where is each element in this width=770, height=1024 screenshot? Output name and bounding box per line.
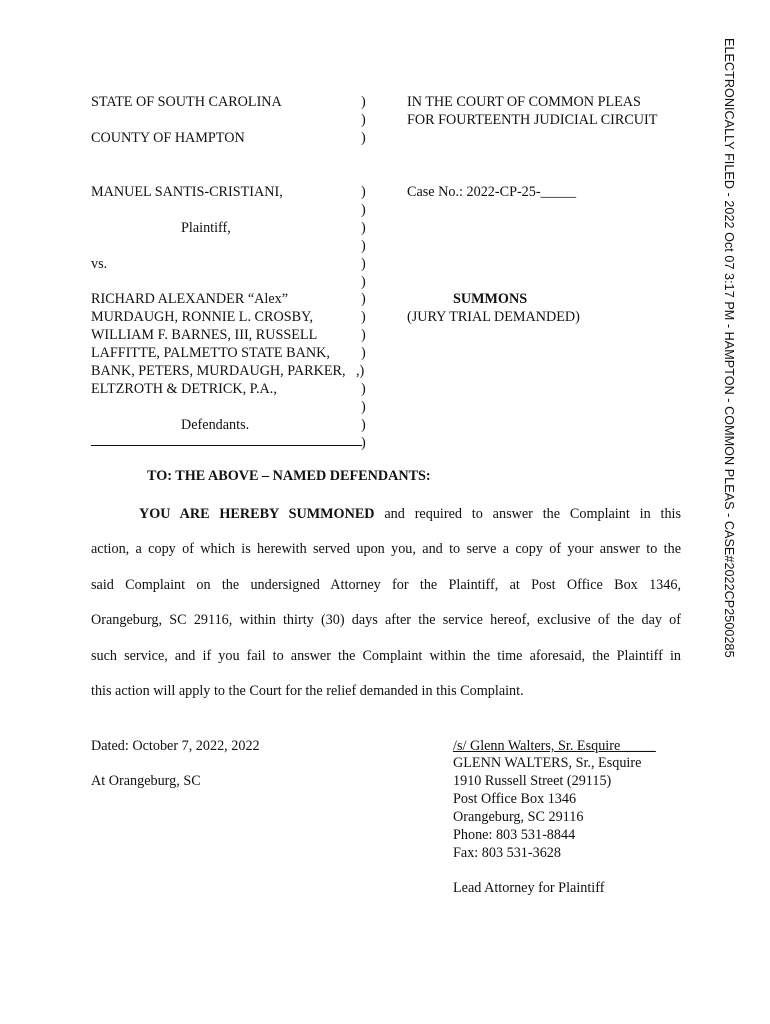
attorney-city: Orangeburg, SC 29116: [453, 809, 584, 825]
caption-paren: ): [361, 345, 366, 361]
caption-paren: ): [361, 327, 366, 343]
plaintiff-name: MANUEL SANTIS-CRISTIANI,: [91, 184, 283, 200]
caption-underline: [91, 445, 362, 446]
attorney-street: 1910 Russell Street (29115): [453, 773, 612, 789]
summons-text: and required to answer the Complaint in this: [374, 506, 682, 522]
addressee-line: TO: THE ABOVE – NAMED DEFENDANTS:: [147, 468, 431, 484]
summons-paragraph-line: action, a copy of which is herewith served upon you, and to serve a copy of your answer to the: [91, 541, 681, 557]
summons-paragraph-line: said Complaint on the undersigned Attorney for the Plaintiff, at Post Office Box 1346,: [91, 577, 681, 593]
defendant-line: WILLIAM F. BARNES, III, RUSSELL: [91, 327, 318, 343]
state-name: STATE OF SOUTH CAROLINA: [91, 94, 282, 110]
plaintiff-role: Plaintiff,: [181, 220, 231, 236]
caption-paren: ): [361, 238, 366, 254]
defendant-line: ELTZROTH & DETRICK, P.A.,: [91, 381, 277, 397]
court-name-line1: IN THE COURT OF COMMON PLEAS: [407, 94, 641, 110]
place-line: At Orangeburg, SC: [91, 773, 201, 789]
signature-line: /s/ Glenn Walters, Sr. Esquire_____: [453, 738, 656, 754]
caption-paren: ): [361, 202, 366, 218]
caption-paren: ): [361, 130, 366, 146]
document-title: SUMMONS: [453, 291, 528, 307]
summons-paragraph-line: this action will apply to the Court for the relief demanded in this Complaint.: [91, 683, 524, 699]
caption-paren: ): [361, 274, 366, 290]
caption-paren: ): [361, 220, 366, 236]
attorney-role: Lead Attorney for Plaintiff: [453, 880, 605, 896]
dated-line: Dated: October 7, 2022, 2022: [91, 738, 260, 754]
defendant-line: MURDAUGH, RONNIE L. CROSBY,: [91, 309, 314, 325]
caption-paren: ): [361, 381, 366, 397]
caption-paren: ): [361, 435, 366, 451]
defendant-line: LAFFITTE, PALMETTO STATE BANK,: [91, 345, 330, 361]
attorney-fax: Fax: 803 531-3628: [453, 845, 561, 861]
caption-paren: ): [361, 309, 366, 325]
summons-lead: YOU ARE HEREBY SUMMONED: [139, 506, 375, 522]
caption-paren: ): [361, 399, 366, 415]
filing-stamp-text: ELECTRONICALLY FILED - 2022 Oct 07 3:17 PM - HAMPTON - COMMON PLEAS - CASE#2022CP2500285: [722, 38, 736, 658]
defendant-role: Defendants.: [181, 417, 250, 433]
caption-paren: ): [361, 256, 366, 272]
attorney-phone: Phone: 803 531-8844: [453, 827, 576, 843]
caption-paren: ): [361, 184, 366, 200]
jury-demand: (JURY TRIAL DEMANDED): [407, 309, 580, 325]
case-number: Case No.: 2022-CP-25-_____: [407, 184, 577, 200]
caption-paren: ): [361, 94, 366, 110]
summons-paragraph-line: [139, 505, 681, 523]
summons-paragraph-line: Orangeburg, SC 29116, within thirty (30) days after the service hereof, exclusive of the day of: [91, 612, 681, 628]
county-name: COUNTY OF HAMPTON: [91, 130, 245, 146]
caption-paren: ,): [356, 363, 365, 379]
summons-paragraph-line: such service, and if you fail to answer the Complaint within the time aforesaid, the Plaintiff in: [91, 648, 681, 664]
attorney-po-box: Post Office Box 1346: [453, 791, 577, 807]
caption-paren: ): [361, 291, 366, 307]
electronic-filing-stamp: [722, 38, 738, 678]
caption-paren: ): [361, 112, 366, 128]
attorney-name: GLENN WALTERS, Sr., Esquire: [453, 755, 642, 771]
court-name-line2: FOR FOURTEENTH JUDICIAL CIRCUIT: [407, 112, 658, 128]
caption-paren: ): [361, 417, 366, 433]
defendant-line: BANK, PETERS, MURDAUGH, PARKER,: [91, 363, 346, 379]
versus-label: vs.: [91, 256, 108, 272]
defendant-line: RICHARD ALEXANDER “Alex”: [91, 291, 289, 307]
